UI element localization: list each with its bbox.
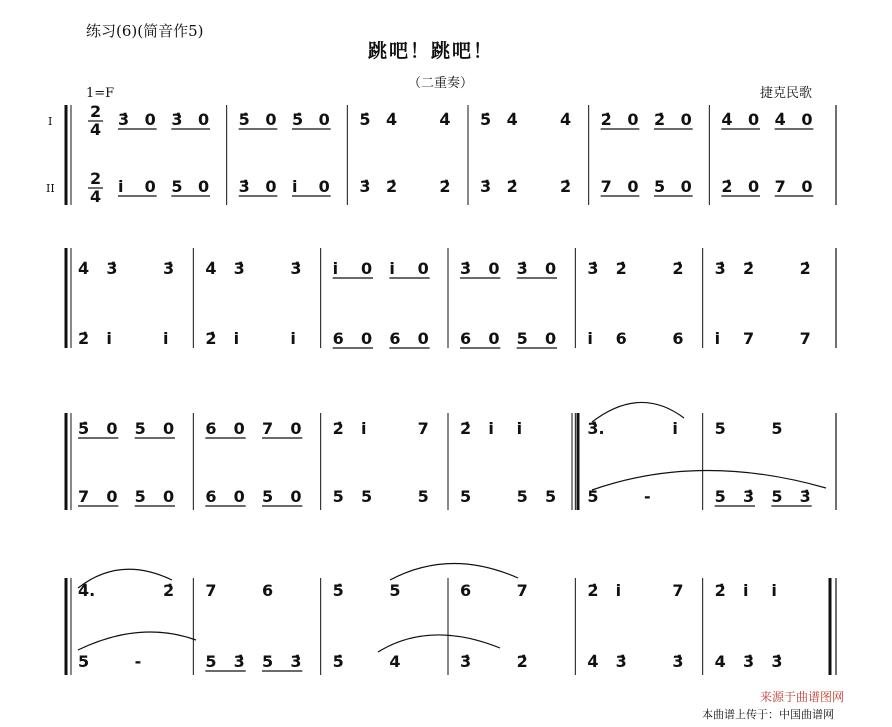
composer-credit: 捷克民歌 (760, 86, 813, 101)
note: 7 (516, 581, 528, 600)
note: 5 (714, 419, 726, 438)
part-labels (46, 115, 55, 195)
note: 7 (417, 419, 429, 438)
note: 2̇ (332, 419, 344, 438)
note: 0 (361, 259, 373, 278)
note: 4̇ (78, 259, 90, 278)
note: 5 (460, 487, 472, 506)
note: 6 (672, 329, 684, 348)
note: 7 (743, 329, 755, 348)
part-label-1: I (48, 115, 53, 128)
time-signature-top: 2 (90, 102, 102, 121)
note: 5 (516, 487, 528, 506)
note: 0 (318, 177, 330, 196)
note: 0 (163, 487, 175, 506)
note: 6 (332, 329, 344, 348)
note: 5 (332, 487, 344, 506)
note: 3̇ (233, 259, 245, 278)
note: i (516, 419, 523, 438)
note: 0 (488, 329, 500, 348)
note: 6 (205, 487, 217, 506)
note: 6 (460, 581, 472, 600)
note: 3̇ (714, 259, 726, 278)
note: 7 (205, 581, 217, 600)
note: 4̇ (439, 110, 451, 129)
note: 3̇ (163, 259, 175, 278)
note: 0 (488, 259, 500, 278)
note: i (672, 419, 678, 438)
note: 4̇ (205, 259, 217, 278)
note: 5 (587, 487, 599, 506)
slur (378, 635, 500, 652)
note: i (389, 259, 395, 278)
note: 2̇ (743, 259, 755, 278)
slur (78, 632, 196, 650)
note: 0 (144, 110, 156, 129)
note: 4 (714, 652, 726, 671)
note: 5̇ (332, 581, 344, 600)
slur (592, 470, 826, 490)
note: 6 (389, 329, 401, 348)
note: 0 (290, 419, 302, 438)
note: 5̇ (359, 110, 371, 129)
note: 5̇ (238, 110, 250, 129)
note: 0 (801, 177, 813, 196)
note: 0 (198, 110, 210, 129)
note: 0 (233, 487, 245, 506)
time-signature-bottom: 4 (90, 187, 102, 206)
note: 0 (265, 110, 277, 129)
note: 7 (262, 419, 274, 438)
note: 3̇ (106, 259, 118, 278)
note: 2̇ (560, 177, 572, 196)
note: 7 (799, 329, 811, 348)
note: 5̇ (292, 110, 304, 129)
note: 4̇ (386, 110, 398, 129)
note: 0 (106, 419, 118, 438)
note: 7 (774, 177, 786, 196)
note: 2̇ (600, 110, 612, 129)
note: i (118, 177, 124, 196)
note: 4̇ (721, 110, 733, 129)
note: 2̇ (654, 110, 666, 129)
note: 4̇ (560, 110, 572, 129)
watermark-text: 来源于曲谱图网 (760, 690, 845, 704)
note: 3̇ (171, 110, 183, 129)
note: 5 (417, 487, 429, 506)
note: i (106, 329, 112, 348)
note: 0 (627, 177, 639, 196)
note: 5 (714, 487, 726, 506)
note: 2̇ (460, 419, 472, 438)
note: 0 (627, 110, 639, 129)
note: 6 (460, 329, 472, 348)
note: i (332, 259, 339, 278)
note: 5 (361, 487, 373, 506)
note: 3̇ (290, 652, 302, 671)
note: 3̇ (799, 487, 811, 506)
note: 2̇ (672, 259, 684, 278)
note: 0 (748, 110, 760, 129)
note: 0 (144, 177, 156, 196)
note: - (134, 652, 142, 671)
note: 0 (361, 329, 373, 348)
note: 2̇ (78, 329, 90, 348)
note: 3̇ (290, 259, 302, 278)
note: 5 (205, 652, 217, 671)
note: 0 (233, 419, 245, 438)
note: i (290, 329, 296, 348)
note: 2̇ (799, 259, 811, 278)
note: 2̇ (714, 581, 726, 600)
note: 5̇ (480, 110, 492, 129)
note: 0 (545, 329, 557, 348)
note: 2̇ (439, 177, 451, 196)
slur (592, 402, 684, 422)
note: 4 (389, 652, 401, 671)
note: i (292, 177, 298, 196)
note: 5 (171, 177, 183, 196)
note: 2̇ (205, 329, 217, 348)
note: i (361, 419, 367, 438)
note: 3̇ (460, 652, 472, 671)
note: 7 (672, 581, 684, 600)
exercise-label: 练习(6)(简音作5) (86, 22, 204, 40)
note: 5 (545, 487, 557, 506)
footer-text: 本曲谱上传于：中国曲谱网 (702, 708, 834, 721)
note: 5 (134, 419, 146, 438)
note: 3̇ (672, 652, 684, 671)
note: 3̇ (118, 110, 130, 129)
key-signature: 1=F (86, 86, 115, 101)
note: 4̇ (587, 652, 599, 671)
note: 2̇ (506, 177, 518, 196)
note: 3̇ (233, 652, 245, 671)
note: i (233, 329, 240, 348)
note: i (163, 329, 169, 348)
note: 6 (615, 329, 627, 348)
note: 2̇ (163, 581, 175, 600)
note: 0 (106, 487, 118, 506)
time-signature-bottom: 4 (90, 120, 102, 139)
note: 0 (290, 487, 302, 506)
note: i (615, 581, 622, 600)
note: 5̇ (332, 652, 344, 671)
note: 3̇ (516, 259, 528, 278)
song-title: 跳吧！跳吧！ (368, 40, 495, 62)
note: 5 (134, 487, 146, 506)
note: 0 (163, 419, 175, 438)
note: 2̇ (587, 581, 599, 600)
slur (390, 563, 518, 580)
note: 3̇ (238, 177, 250, 196)
note: 0 (198, 177, 210, 196)
note: 3̇ (743, 487, 755, 506)
note: 6 (205, 419, 217, 438)
note: 3̇ (743, 652, 755, 671)
note: 3̇ (771, 652, 783, 671)
note: 5 (262, 487, 274, 506)
note: 7 (78, 487, 90, 506)
note: 5̇ (78, 419, 90, 438)
time-signature-top: 2 (90, 169, 102, 188)
note: 2̇ (615, 259, 627, 278)
note: 5 (516, 329, 528, 348)
note: 0 (417, 259, 429, 278)
note: 4̇. (78, 581, 96, 600)
note: i (771, 581, 777, 600)
note: 0 (680, 177, 692, 196)
note: 3̇ (480, 177, 492, 196)
note: 5 (78, 652, 90, 671)
note: 0 (748, 177, 760, 196)
note: 3̇. (587, 419, 605, 438)
note: i (743, 581, 749, 600)
note: 5 (389, 581, 401, 600)
note: 5 (771, 419, 783, 438)
note: 0 (801, 110, 813, 129)
song-subtitle: （二重奏） (408, 76, 474, 91)
note: 2̇ (516, 652, 528, 671)
note: i (714, 329, 721, 348)
part-label-2: II (46, 182, 55, 195)
note: 0 (265, 177, 277, 196)
note: 2̇ (386, 177, 398, 196)
note: i (587, 329, 593, 348)
note: 4̇ (506, 110, 518, 129)
note: 5 (771, 487, 783, 506)
note: 5 (654, 177, 666, 196)
note: i (488, 419, 494, 438)
note: 2̇ (721, 177, 733, 196)
note: 0 (417, 329, 429, 348)
note: 3̇ (615, 652, 627, 671)
note: - (644, 487, 651, 506)
note: 0 (545, 259, 557, 278)
note: 4̇ (774, 110, 786, 129)
note: 3̇ (587, 259, 599, 278)
note: 0 (318, 110, 330, 129)
note: 0 (680, 110, 692, 129)
note: 3̇ (359, 177, 371, 196)
note: 7 (600, 177, 612, 196)
note: 5 (262, 652, 274, 671)
note: 6 (262, 581, 274, 600)
note: 3̇ (460, 259, 472, 278)
